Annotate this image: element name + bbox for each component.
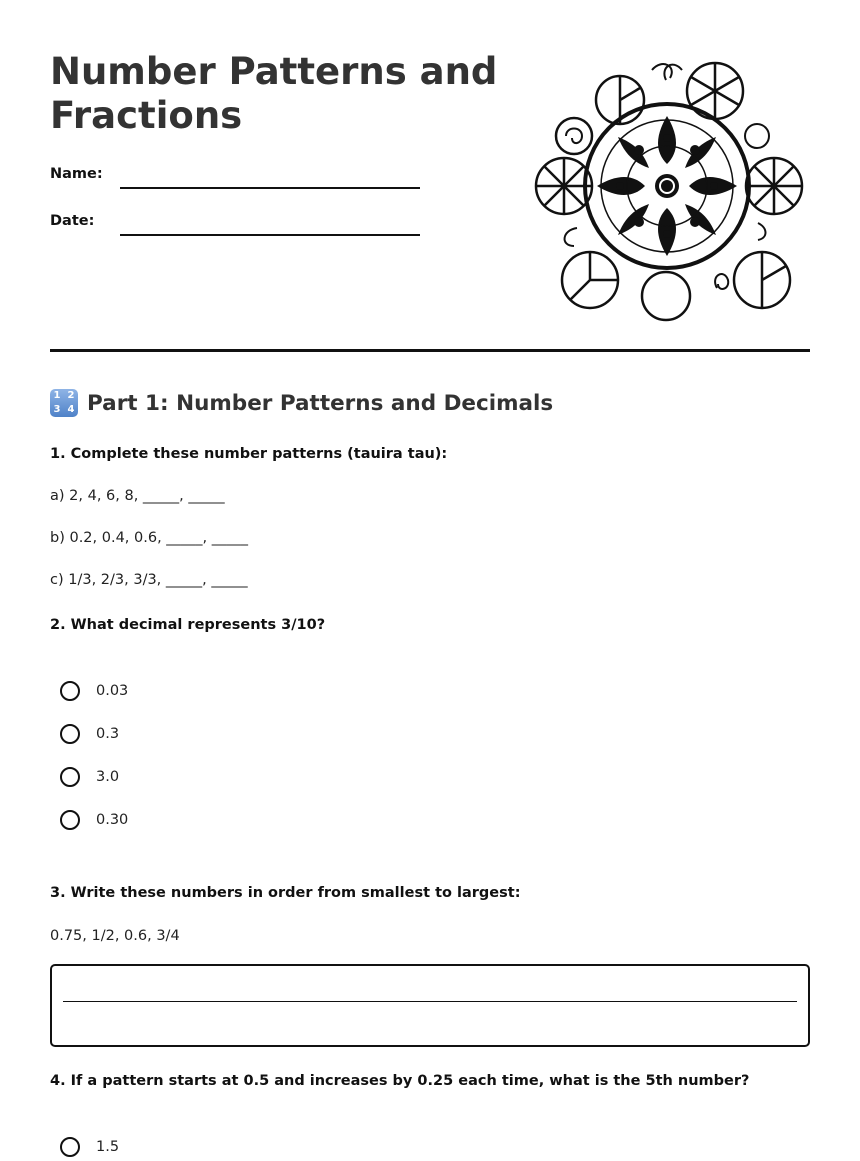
radio-button[interactable] [60, 1137, 80, 1157]
q2-option-3[interactable] [60, 767, 119, 787]
option-label: 1.5 [96, 1139, 120, 1155]
option-label: 3.0 [96, 769, 120, 785]
mandala-illustration [532, 58, 808, 324]
q4-option-1[interactable] [60, 1137, 119, 1157]
part1-title: Part 1: Number Patterns and Decimals [87, 390, 554, 416]
name-label: Name: [50, 166, 103, 182]
radio-button[interactable] [60, 810, 80, 830]
header-divider [50, 349, 810, 352]
option-label: 0.30 [96, 812, 129, 828]
radio-button[interactable] [60, 767, 80, 787]
question-1: 1. Complete these number patterns (tauira tau): [50, 446, 448, 462]
pattern-c: c) 1/3, 2/3, 3/3, _____, _____ [50, 572, 248, 588]
worksheet-title: Number Patterns and Fractions [50, 50, 498, 137]
option-label: 0.3 [96, 726, 120, 742]
option-label: 0.03 [96, 683, 129, 699]
q2-option-1[interactable] [60, 681, 128, 701]
input-numbers-icon: 1 2 3 4 [50, 389, 78, 417]
name-field[interactable] [120, 187, 420, 189]
pattern-a: a) 2, 4, 6, 8, _____, _____ [50, 488, 225, 504]
date-label: Date: [50, 213, 95, 229]
question-4: 4. If a pattern starts at 0.5 and increases by 0.25 each time, what is the 5th number? [50, 1073, 750, 1089]
q3-answer-box[interactable] [50, 964, 810, 1047]
q3-numbers: 0.75, 1/2, 0.6, 3/4 [50, 928, 180, 944]
date-field[interactable] [120, 234, 420, 236]
part1-heading [50, 389, 553, 417]
radio-button[interactable] [60, 681, 80, 701]
answer-line [63, 1001, 797, 1002]
q2-option-4[interactable] [60, 810, 128, 830]
pattern-b: b) 0.2, 0.4, 0.6, _____, _____ [50, 530, 249, 546]
question-2: 2. What decimal represents 3/10? [50, 617, 326, 633]
question-3: 3. Write these numbers in order from smallest to largest: [50, 885, 521, 901]
radio-button[interactable] [60, 724, 80, 744]
q2-option-2[interactable] [60, 724, 119, 744]
